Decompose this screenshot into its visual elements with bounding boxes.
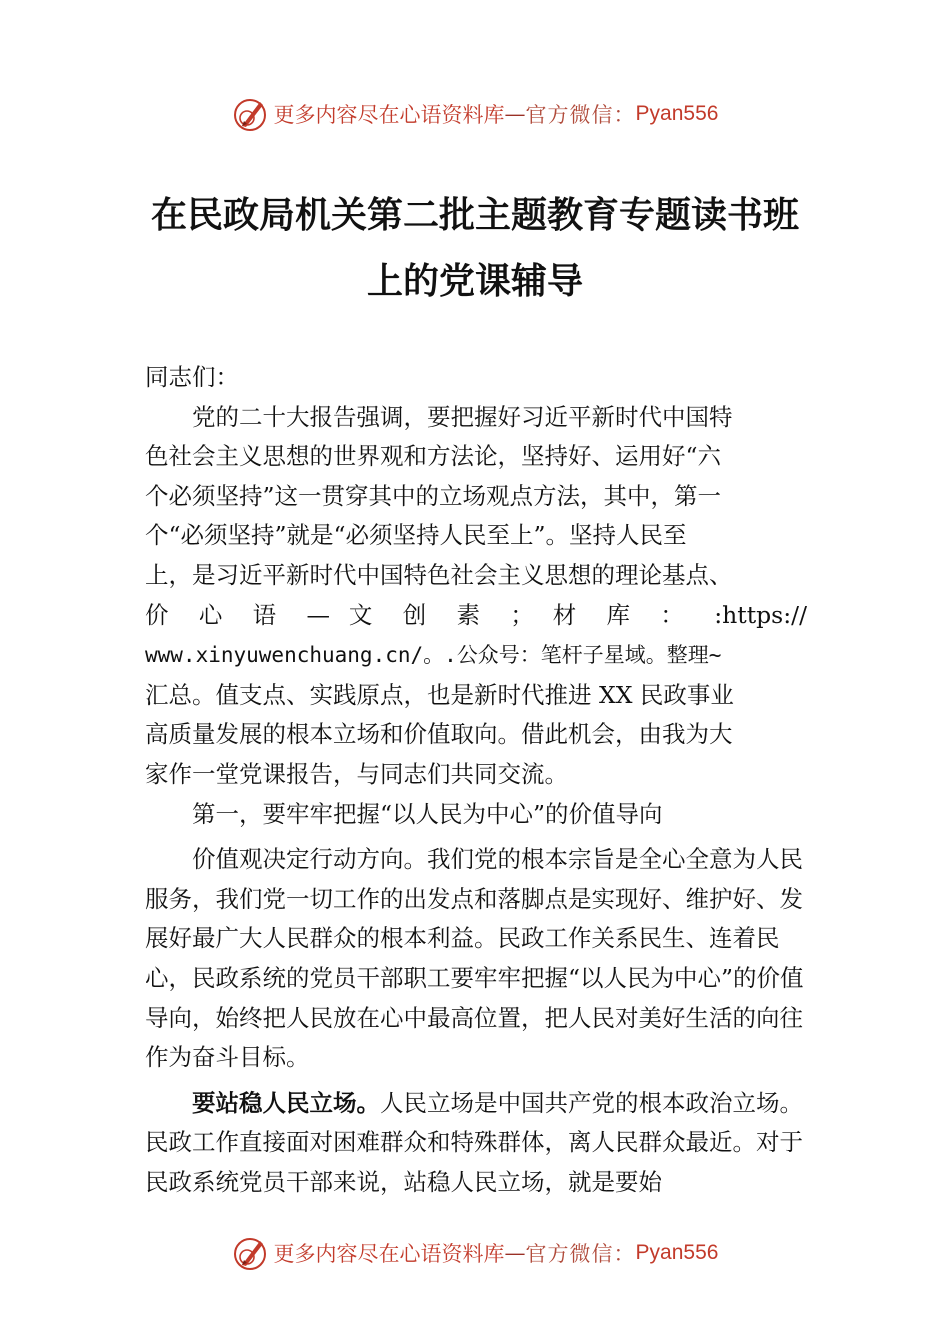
para1-line: 高质量发展的根本立场和价值取向。借此机会，由我为大 [145,720,733,749]
section-heading-1: 第一，要牢牢把握“以人民为中心”的价值导向 [192,799,663,828]
document-title [0,182,950,314]
paragraph-2: 价值观决定行动方向。我们党的根本宗旨是全心全意为人民服务，我们党一切工作的出发点和落脚点是实现好、维护好、发展好最广大人民群众的根本利益。民政工作关系民生、连着民心，民政系统的党员干部职工要牢牢把握“以人民为中心”的价值导向，始终把人民放在心中最高位置，把人民对美好生活的向往作为奋斗目标。 [145,845,804,1072]
para1-line: 家作一堂党课报告，与同志们共同交流。 [145,759,568,788]
pen-logo-icon [232,96,268,132]
para1-line: 汇总。值支点、实践原点，也是新时代推进 XX 民政事业 [145,680,734,709]
para1-line: 个“必须坚持”就是“必须坚持人民至上”。坚持人民至 [145,521,687,550]
para1-line: 党的二十大报告强调，要把握好习近平新时代中国特 [192,402,733,431]
banner-separator: — [504,1241,526,1265]
url-text: www.xinyuwenchuang.cn/。.公众号：笔杆子星域。整理~ [145,643,722,668]
title-line-2: 上的党课辅导 [366,260,583,302]
banner-text: 更多内容尽在心语资料库 [273,1242,505,1266]
pen-logo-icon [232,1235,268,1271]
paragraph-3 [145,1084,807,1203]
para1-line: 价 心 语 — 文 创 素 ； 材 库 ： :https:// [145,600,807,629]
banner-wechat-account: Pyan556 [635,102,719,125]
para1-line: 上，是习近平新时代中国特色社会主义思想的理论基点、 [145,560,733,589]
banner-wechat-account: Pyan556 [635,1241,719,1264]
salutation: 同志们： [145,363,239,391]
footer-watermark-banner [0,1233,950,1273]
banner-text: 更多内容尽在心语资料库 [273,103,505,127]
banner-wechat-label: 官方微信： [525,103,636,127]
banner-wechat-label: 官方微信： [525,1242,636,1266]
banner-separator: — [504,102,526,126]
para1-line [145,635,807,676]
para1-line: 个必须坚持”这一贯穿其中的立场观点方法，其中，第一 [145,481,722,510]
document-body [145,358,807,1202]
paragraph-3-text: 人民立场是中国共产党的根本政治立场。民政工作直接面对困难群众和特殊群体，离人民群众最近。对于民政系统党员干部来说，站稳人民立场，就是要始 [145,1088,803,1196]
title-line-1: 在民政局机关第二批主题教育专题读书班 [150,194,799,236]
para1-line: 色社会主义思想的世界观和方法论，坚持好、运用好“六 [145,442,722,471]
paragraph-1 [145,398,807,795]
paragraph-3-lead: 要站稳人民立场。 [192,1088,380,1117]
header-watermark-banner [0,94,950,134]
